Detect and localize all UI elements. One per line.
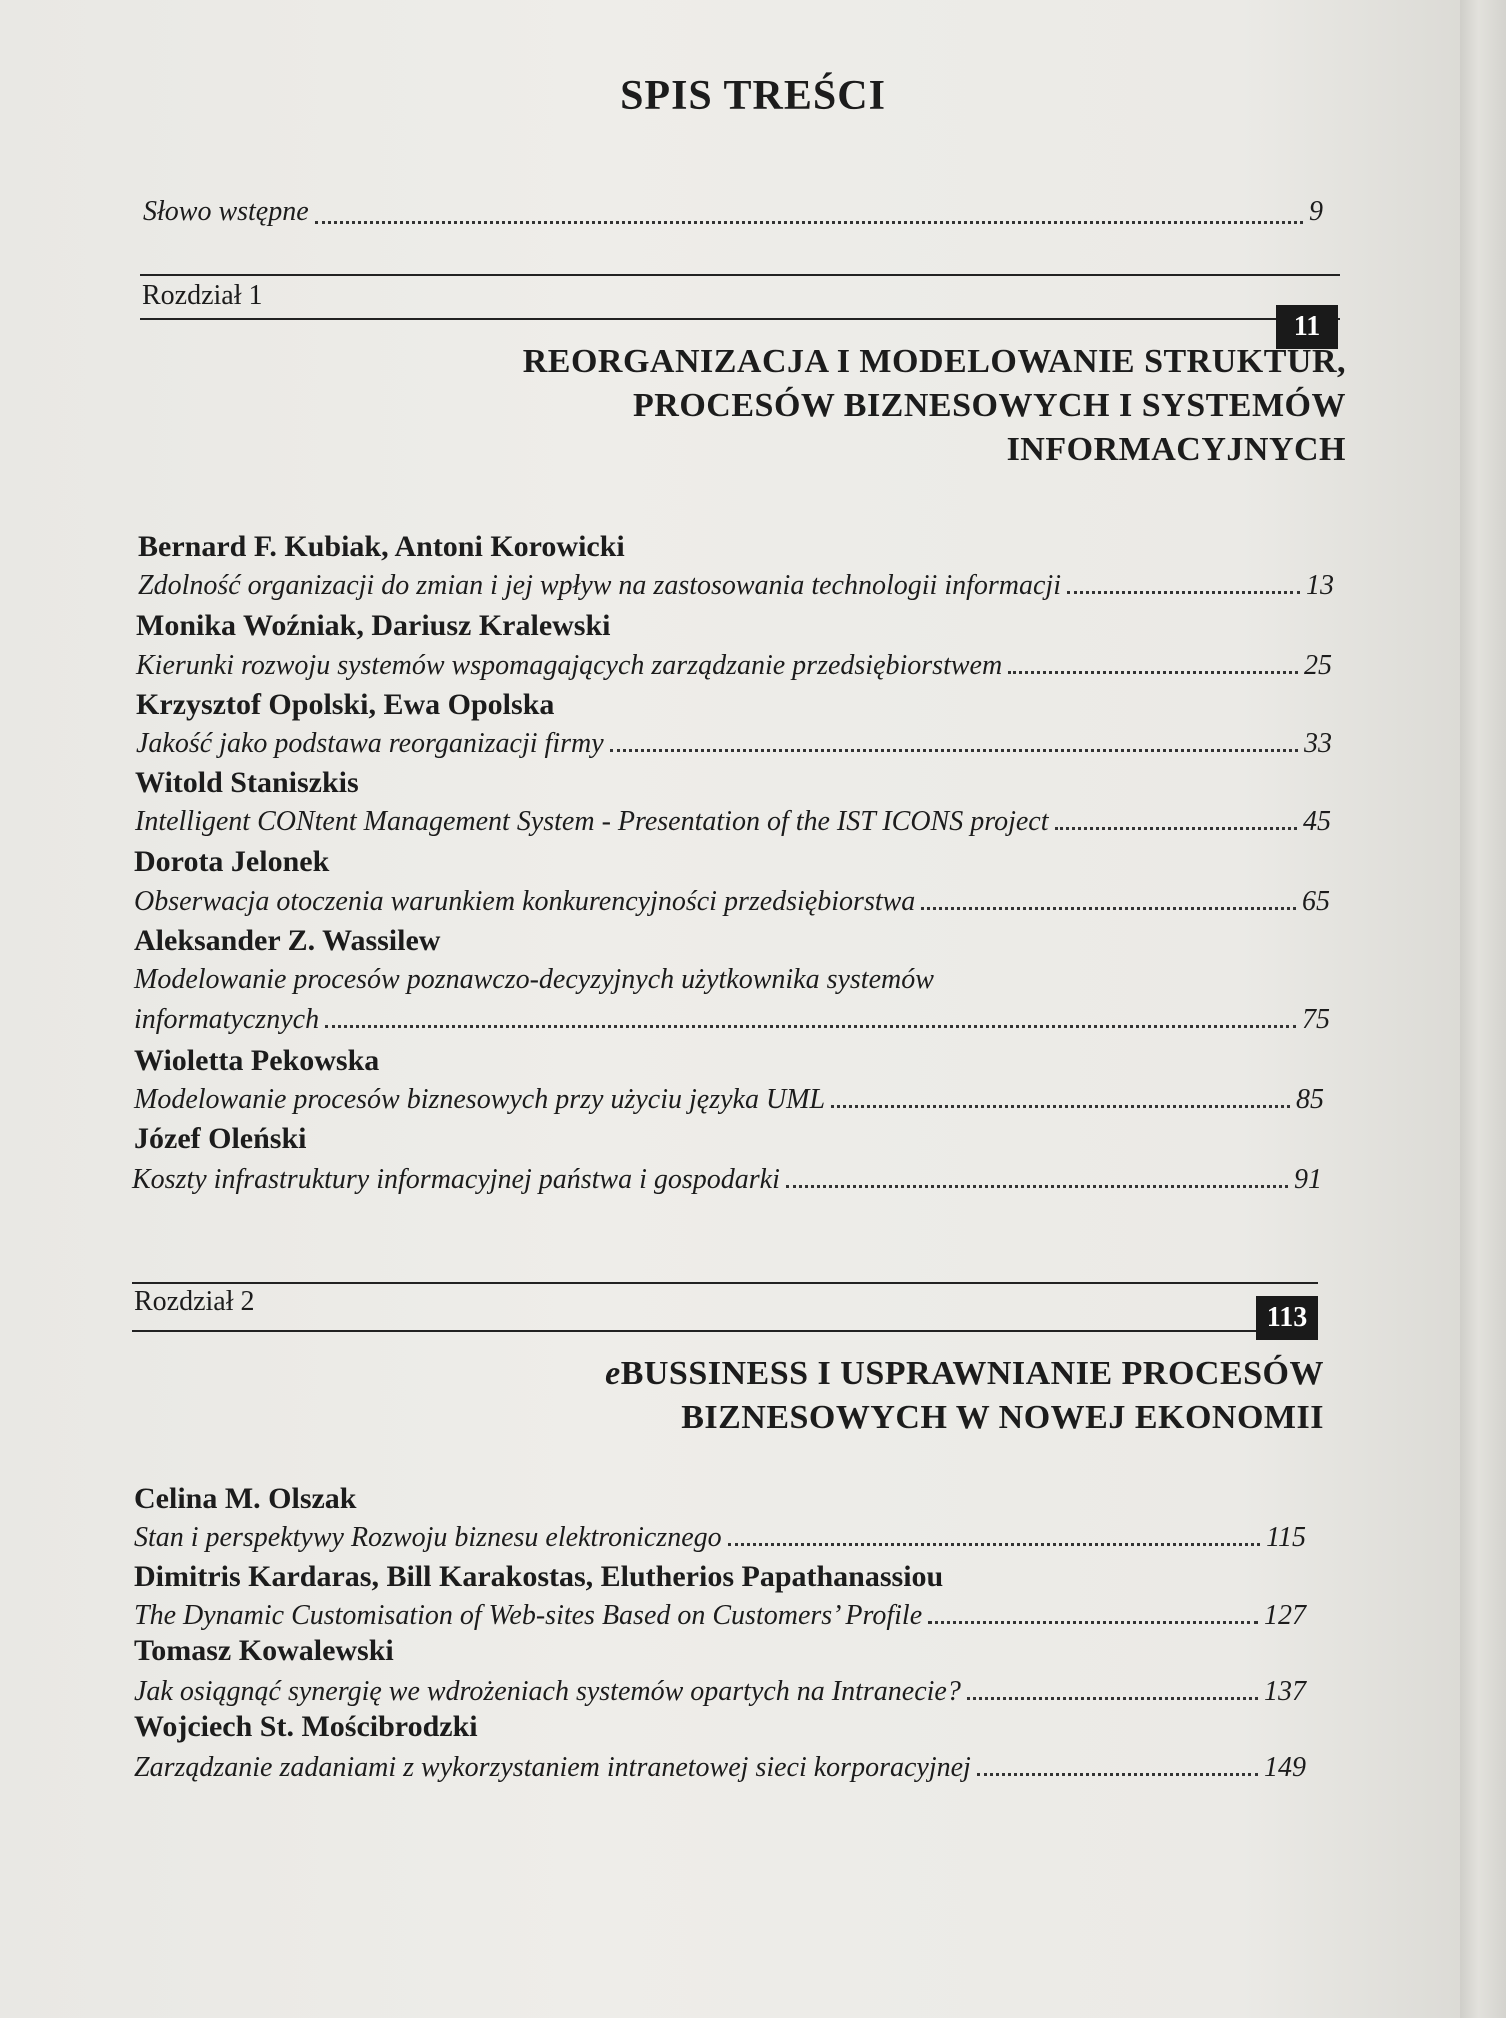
article-page: 65 [1302, 886, 1330, 917]
leader-dots [967, 1697, 1258, 1700]
intro-page: 9 [1309, 196, 1323, 227]
article-entry[interactable] [134, 886, 1330, 918]
leader-dots [977, 1773, 1258, 1776]
leader-dots [728, 1543, 1260, 1546]
article-page: 25 [1304, 650, 1332, 681]
article-title: Modelowanie procesów biznesowych przy użyciu języka UML [134, 1084, 826, 1115]
article-page: 45 [1303, 806, 1331, 837]
toc-heading: SPIS TREŚCI [620, 73, 886, 119]
chapter-title-line: PROCESÓW BIZNESOWYCH I SYSTEMÓW [633, 387, 1346, 424]
article-entry[interactable] [134, 1004, 1330, 1036]
article-page: 85 [1296, 1084, 1324, 1115]
article-page: 91 [1294, 1164, 1322, 1195]
article-title: Zdolność organizacji do zmian i jej wpływ na zastosowania technologii informacji [138, 570, 1061, 601]
article-authors: Dimitris Kardaras, Bill Karakostas, Elutherios Papathanassiou [134, 1560, 944, 1593]
article-entry[interactable] [136, 728, 1332, 760]
chapter-rule-bottom [140, 318, 1340, 320]
article-entry[interactable] [134, 1752, 1306, 1784]
article-authors: Józef Oleński [134, 1122, 307, 1155]
leader-dots [610, 749, 1298, 752]
article-page: 33 [1304, 728, 1332, 759]
leader-dots [786, 1185, 1288, 1188]
chapter-title-line: BIZNESOWYCH W NOWEJ EKONOMII [681, 1399, 1324, 1436]
leader-dots [1067, 591, 1300, 594]
article-page: 149 [1264, 1752, 1306, 1783]
chapter-title [346, 340, 1346, 472]
chapter-rule-top [140, 274, 1340, 276]
article-title: The Dynamic Customisation of Web-sites Based on Customers’ Profile [134, 1600, 923, 1631]
article-authors: Dorota Jelonek [134, 845, 330, 878]
article-title-continued: informatycznych [134, 1004, 320, 1035]
article-title: Zarządzanie zadaniami z wykorzystaniem intranetowej sieci korporacyjnej [134, 1752, 971, 1783]
chapter-title-prefix: e [605, 1355, 621, 1392]
article-authors: Monika Woźniak, Dariusz Kralewski [136, 609, 611, 642]
article-page: 75 [1302, 1004, 1330, 1035]
article-entry[interactable] [135, 806, 1331, 838]
chapter-rule-top [132, 1282, 1318, 1284]
article-title: Obserwacja otoczenia warunkiem konkurencyjności przedsiębiorstwa [134, 886, 916, 917]
article-authors: Aleksander Z. Wassilew [134, 924, 441, 957]
article-title: Jakość jako podstawa reorganizacji firmy [136, 728, 604, 759]
article-authors: Krzysztof Opolski, Ewa Opolska [136, 688, 555, 721]
article-authors: Celina M. Olszak [134, 1482, 357, 1515]
article-authors: Wojciech St. Mościbrodzki [134, 1710, 478, 1743]
article-page: 137 [1264, 1676, 1306, 1707]
article-entry[interactable] [132, 1164, 1322, 1196]
article-entry[interactable] [136, 650, 1332, 682]
article-title: Intelligent CONtent Management System - Presentation of the IST ICONS project [135, 806, 1049, 837]
leader-dots [928, 1621, 1258, 1624]
article-title: Koszty infrastruktury informacyjnej państwa i gospodarki [132, 1164, 780, 1195]
article-entry[interactable] [134, 1084, 1324, 1116]
article-entry[interactable] [134, 1600, 1306, 1632]
leader-dots [1008, 671, 1298, 674]
article-title: Jak osiągnąć synergię we wdrożeniach systemów opartych na Intranecie? [134, 1676, 961, 1707]
article-entry[interactable] [134, 1676, 1306, 1708]
article-entry[interactable] [134, 1522, 1306, 1554]
chapter-title [324, 1352, 1324, 1440]
chapter-title-text: BUSSINESS I USPRAWNIANIE PROCESÓW [620, 1355, 1324, 1392]
article-authors: Tomasz Kowalewski [134, 1634, 394, 1667]
leader-dots [1055, 827, 1298, 830]
chapter-page-badge: 113 [1256, 1296, 1318, 1340]
leader-dots [325, 1025, 1296, 1028]
leader-dots [921, 907, 1296, 910]
article-authors: Wioletta Pekowska [134, 1044, 380, 1077]
page-edge [1460, 0, 1506, 2018]
intro-title: Słowo wstępne [143, 196, 309, 227]
intro-entry[interactable] [143, 162, 1323, 228]
article-page: 13 [1306, 570, 1334, 601]
chapter-page-badge: 11 [1276, 305, 1338, 349]
article-authors: Bernard F. Kubiak, Antoni Korowicki [138, 530, 625, 563]
chapter-rule-bottom [132, 1330, 1318, 1332]
article-authors: Witold Staniszkis [135, 766, 359, 799]
article-title: Stan i perspektywy Rozwoju biznesu elektronicznego [134, 1522, 722, 1553]
article-entry[interactable] [138, 570, 1334, 602]
leader-dots [831, 1105, 1290, 1108]
leader-dots [315, 221, 1303, 224]
article-title[interactable]: Modelowanie procesów poznawczo-decyzyjnych użytkownika systemów [134, 964, 934, 995]
chapter-label: Rozdział 1 [142, 280, 263, 311]
article-title: Kierunki rozwoju systemów wspomagających zarządzanie przedsiębiorstwem [136, 650, 1003, 681]
chapter-label: Rozdział 2 [134, 1286, 255, 1317]
article-page: 115 [1266, 1522, 1306, 1553]
chapter-title-line: INFORMACYJNYCH [1006, 431, 1346, 468]
chapter-title-line [324, 1352, 1324, 1396]
article-page: 127 [1264, 1600, 1306, 1631]
chapter-title-line: REORGANIZACJA I MODELOWANIE STRUKTUR, [522, 343, 1346, 380]
